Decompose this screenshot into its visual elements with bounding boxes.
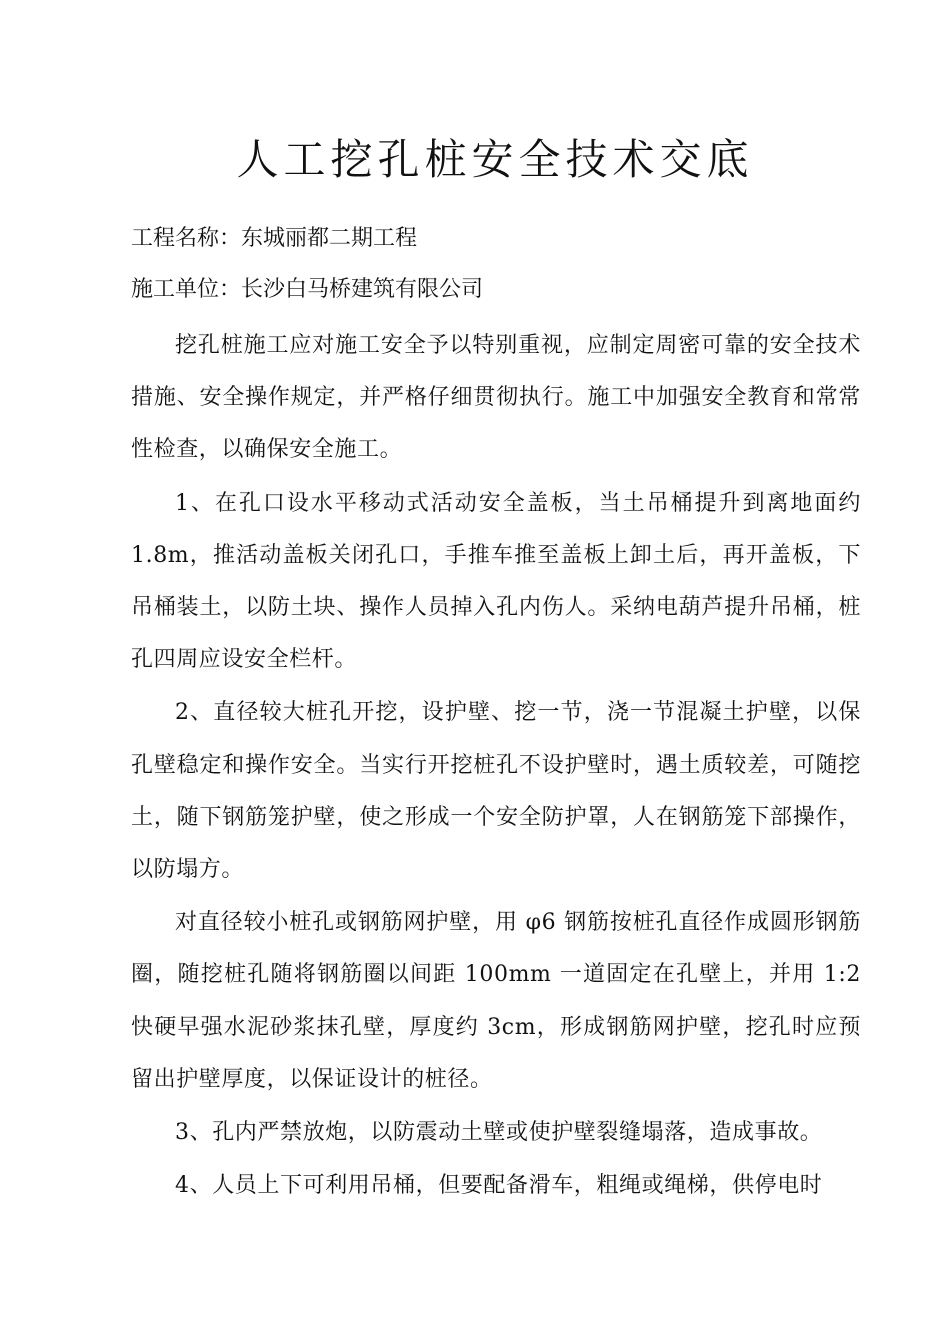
contractor-line: 施工单位：长沙白马桥建筑有限公司 bbox=[131, 277, 484, 302]
paragraph-item-4: 4、人员上下可利用吊桶，但要配备滑车，粗绳或绳梯，供停电时 bbox=[175, 1173, 823, 1199]
document-title: 人工挖孔桩安全技术交底 bbox=[236, 135, 754, 184]
paragraph-item-2: 2、直径较大桩孔开挖，设护壁、挖一节，浇一节混凝土护壁，以保孔壁稳定和操作安全。当实行开挖桩孔不设护壁时，遇土质较差，可随挖土，随下钢筋笼护壁，使之形成一个安全防护罩，人在钢筋笼下部操作，以防塌方。 bbox=[131, 700, 861, 883]
project-name-line: 工程名称：东城丽都二期工程 bbox=[131, 226, 418, 251]
paragraph-item-2-supplement: 对直径较小桩孔或钢筋网护壁，用 φ6 钢筋按桩孔直径作成圆形钢筋圈，随挖桩孔随将钢筋圈以间距 100mm 一道固定在孔壁上，并用 1:2 快硬早强水泥砂浆抹孔壁，厚度约 3cm，形成钢筋网护壁，挖孔时应预留出护壁厚度，以保证设计的桩径。 bbox=[131, 910, 861, 1092]
paragraph-item-1: 1、在孔口设水平移动式活动安全盖板，当土吊桶提升到离地面约1.8m，推活动盖板关闭孔口，手推车推至盖板上卸土后，再开盖板，下吊桶装土，以防土块、操作人员掉入孔内伤人。采纳电葫芦提升吊桶，桩孔四周应设安全栏杆。 bbox=[131, 490, 861, 673]
paragraph-item-3: 3、孔内严禁放炮，以防震动土壁或使护壁裂缝塌落，造成事故。 bbox=[175, 1120, 823, 1146]
paragraph-intro: 挖孔桩施工应对施工安全予以特别重视，应制定周密可靠的安全技术措施、安全操作规定，并严格仔细贯彻执行。施工中加强安全教育和常常性检查，以确保安全施工。 bbox=[131, 333, 861, 463]
document-body bbox=[131, 320, 861, 1213]
